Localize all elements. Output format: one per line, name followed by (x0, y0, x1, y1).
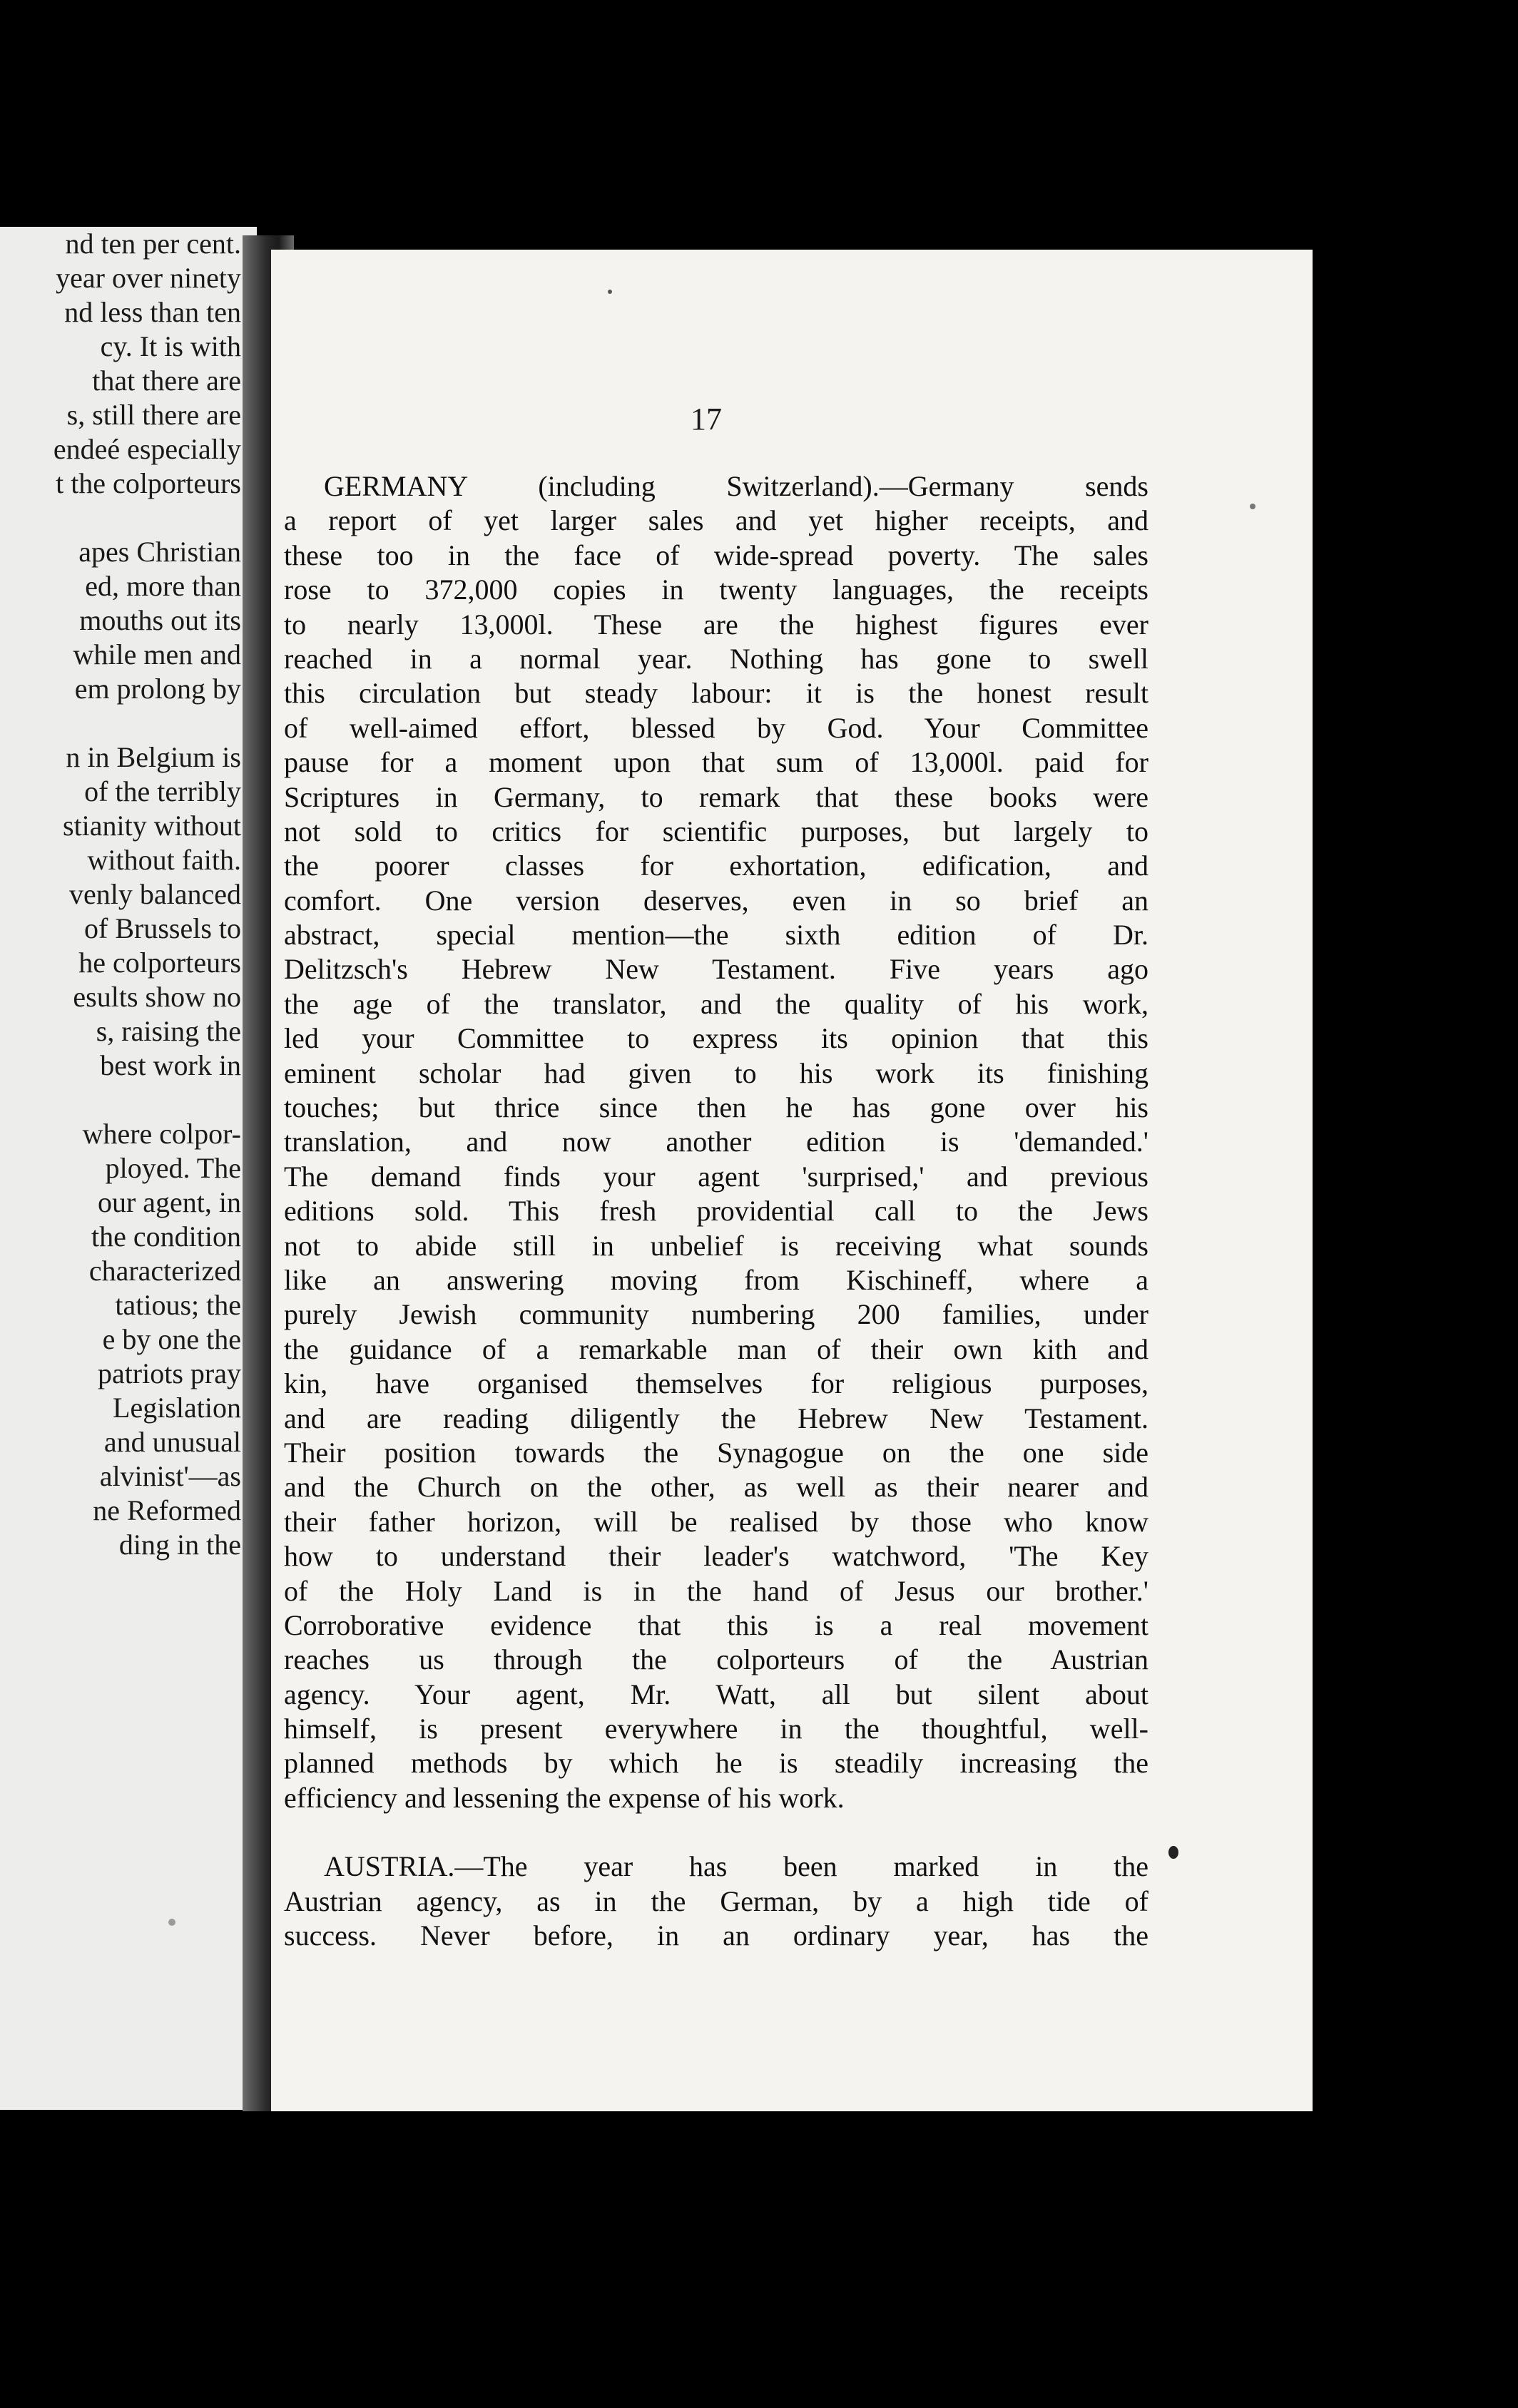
facing-page-line: and unusual (103, 1426, 241, 1458)
facing-page-line: cy. It is with (100, 330, 241, 362)
facing-page-line: he colporteurs (78, 947, 241, 979)
main-page (271, 250, 1313, 2111)
facing-page-line: ding in the (118, 1529, 241, 1561)
facing-page-line: stianity without (63, 810, 241, 842)
text-line: comfort. One version deserves, even in so brief an (284, 884, 1148, 917)
facing-page-line: Legislation (113, 1392, 241, 1424)
facing-page-line: alvinist'—as (99, 1460, 241, 1492)
text-line: Delitzsch's Hebrew New Testament. Five years ago (284, 953, 1148, 986)
text-line: not to abide still in unbelief is receiving what sounds (284, 1229, 1148, 1262)
facing-page-line: best work in (100, 1049, 241, 1081)
text-line: abstract, special mention—the sixth edition of Dr. (284, 919, 1148, 952)
text-line: reached in a normal year. Nothing has gone to swell (284, 642, 1148, 675)
text-line: of the Holy Land is in the hand of Jesus our brother.' (284, 1574, 1148, 1607)
text-line: and the Church on the other, as well as their nearer and (284, 1471, 1148, 1504)
facing-page-line: endeé especially (53, 433, 241, 465)
text-line: and are reading diligently the Hebrew New Testament. (284, 1402, 1148, 1434)
facing-page-line: of the terribly (84, 775, 241, 807)
ink-speck (608, 290, 612, 294)
facing-page-line: apes Christian (78, 536, 241, 568)
facing-page-line: without faith. (87, 844, 241, 876)
text-line: AUSTRIA.—The year has been marked in the (324, 1850, 1148, 1883)
text-line: how to understand their leader's watchword, 'The Key (284, 1540, 1148, 1573)
text-line: Their position towards the Synagogue on the one side (284, 1436, 1148, 1469)
text-line: GERMANY (including Switzerland).—Germany sends (324, 470, 1148, 502)
facing-page-line: em prolong by (74, 673, 241, 705)
text-line: a report of yet larger sales and yet higher receipts, and (284, 504, 1148, 537)
facing-page-line: nd less than ten (64, 296, 241, 328)
text-line: Austrian agency, as in the German, by a high tide of (284, 1884, 1148, 1917)
paragraph-austria (284, 1850, 1148, 1953)
text-line: agency. Your agent, Mr. Watt, all but silent about (284, 1678, 1148, 1710)
facing-page-line: e by one the (102, 1323, 241, 1355)
page-body (284, 469, 1148, 1953)
facing-page-line: s, raising the (96, 1015, 241, 1047)
text-line: rose to 372,000 copies in twenty languages, the receipts (284, 573, 1148, 606)
text-line: The demand finds your agent 'surprised,' and previous (284, 1160, 1148, 1193)
text-line: planned methods by which he is steadily increasing the (284, 1747, 1148, 1780)
facing-page-left (0, 227, 257, 2110)
text-line: Scriptures in Germany, to remark that these books were (284, 780, 1148, 813)
text-line: efficiency and lessening the expense of his work. (284, 1781, 845, 1814)
facing-page-line: patriots pray (97, 1357, 241, 1389)
facing-page-line: ne Reformed (93, 1494, 241, 1526)
facing-page-line: that there are (92, 364, 241, 397)
text-line: the guidance of a remarkable man of their own kith and (284, 1332, 1148, 1365)
text-line: to nearly 13,000l. These are the highest figures ever (284, 608, 1148, 641)
text-line: purely Jewish community numbering 200 families, under (284, 1298, 1148, 1331)
facing-page-line: esults show no (73, 981, 241, 1013)
text-line: like an answering moving from Kischineff, where a (284, 1263, 1148, 1296)
text-line: not sold to critics for scientific purposes, but largely to (284, 815, 1148, 847)
text-line: led your Committee to express its opinion that this (284, 1022, 1148, 1055)
text-line: of well-aimed effort, blessed by God. Your Committee (284, 711, 1148, 744)
text-line: the poorer classes for exhortation, edification, and (284, 850, 1148, 882)
text-line: touches; but thrice since then he has gone over his (284, 1091, 1148, 1124)
facing-page-line: s, still there are (66, 399, 241, 431)
text-line: editions sold. This fresh providential call to the Jews (284, 1195, 1148, 1228)
facing-page-line: our agent, in (97, 1186, 241, 1218)
text-line: the age of the translator, and the quality of his work, (284, 987, 1148, 1020)
facing-page-line: year over ninety (56, 262, 241, 294)
page-number: 17 (691, 402, 722, 437)
facing-page-line: tatious; the (115, 1289, 241, 1321)
text-line: this circulation but steady labour: it is the honest result (284, 677, 1148, 710)
paragraph-gap (284, 1815, 1148, 1850)
text-line: Corroborative evidence that this is a real movement (284, 1608, 1148, 1641)
text-line: their father horizon, will be realised by those who know (284, 1505, 1148, 1538)
facing-page-line: t the colporteurs (56, 467, 241, 499)
text-line: kin, have organised themselves for religious purposes, (284, 1367, 1148, 1400)
facing-page-line: characterized (88, 1255, 241, 1287)
paragraph-germany (284, 469, 1148, 1815)
facing-page-text (0, 227, 241, 1562)
facing-page-line: venly balanced (69, 878, 241, 910)
facing-page-line: mouths out its (79, 604, 241, 636)
text-line: himself, is present everywhere in the thoughtful, well- (284, 1713, 1148, 1745)
facing-page-line: nd ten per cent. (65, 228, 241, 260)
text-line: translation, and now another edition is 'demanded.' (284, 1126, 1148, 1158)
text-line: eminent scholar had given to his work its finishing (284, 1056, 1148, 1089)
facing-page-line: n in Belgium is (66, 741, 241, 773)
facing-page-line: of Brussels to (84, 912, 241, 944)
facing-page-line (0, 706, 241, 740)
text-line: success. Never before, in an ordinary year, has the (284, 1919, 1148, 1952)
facing-page-line: the condition (91, 1220, 241, 1253)
text-line: reaches us through the colporteurs of the Austrian (284, 1643, 1148, 1676)
facing-page-line: ed, more than (85, 570, 241, 602)
ink-speck (1168, 1846, 1178, 1859)
facing-page-line: while men and (73, 638, 241, 670)
text-line: these too in the face of wide-spread poverty. The sales (284, 539, 1148, 571)
facing-page-line (0, 1083, 241, 1117)
facing-page-line: where colpor- (82, 1118, 241, 1150)
facing-page-line: ployed. The (105, 1152, 241, 1184)
text-line: pause for a moment upon that sum of 13,000l. paid for (284, 746, 1148, 779)
facing-page-line (0, 501, 241, 535)
ink-speck (168, 1919, 175, 1926)
ink-speck (1250, 504, 1255, 509)
